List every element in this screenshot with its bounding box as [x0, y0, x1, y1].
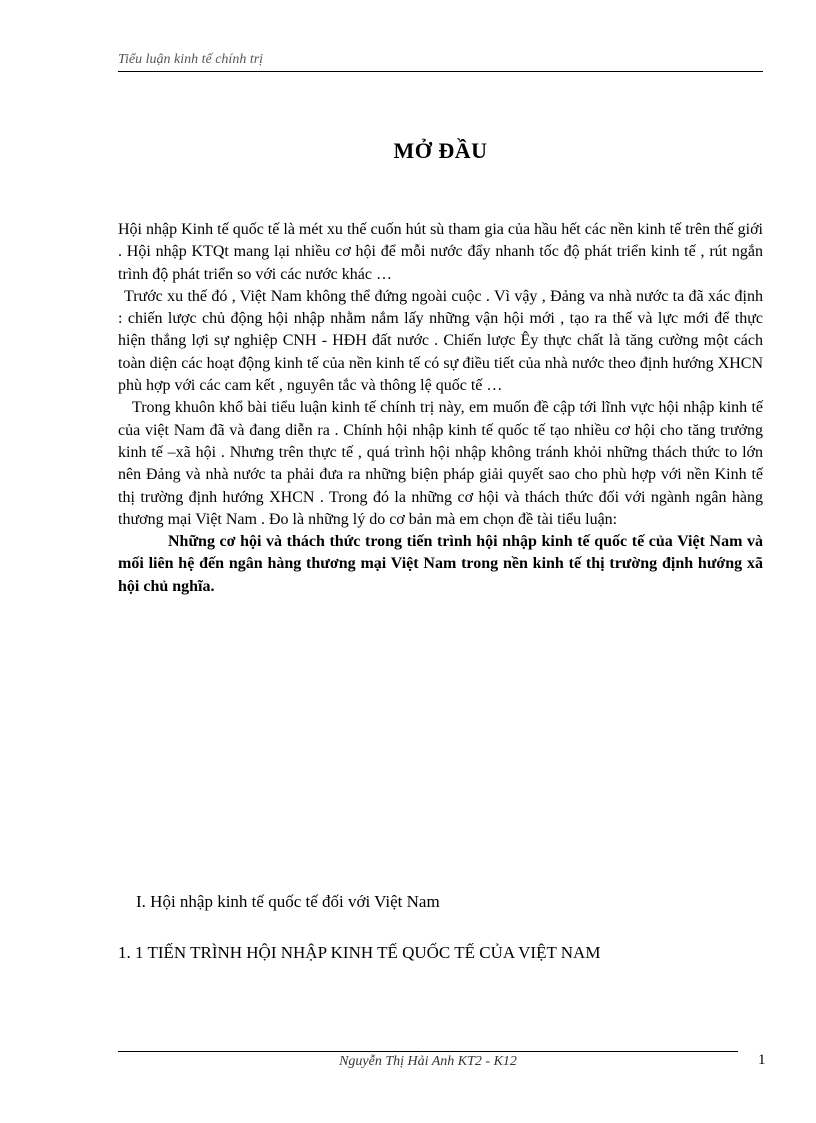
section-heading: I. Hội nhập kinh tế quốc tế đối với Việt Nam: [136, 892, 440, 911]
paragraph-context: Trước xu thế đó , Việt Nam không thể đứng ngoài cuộc . Vì vậy , Đảng va nhà nước ta đã xác định : chiến lược chủ động hội nhập nhằm nắm lấy những vận hội mới , tạo ra thế và lực mới để thực hiện thắng lợi sự nghiệp CNH - HĐH đất nước . Chiến lược Êy thực chất là tăng cường một cách toàn diện các hoạt động kinh tế của nền kinh tế có sự điều tiết của nhà nước theo định hướng XHCN phù hợp với các cam kết , nguyên tắc và thông lệ quốc tế …: [118, 287, 763, 395]
header-divider: [118, 71, 763, 72]
footer-author: Nguyễn Thị Hải Anh KT2 - K12: [339, 1054, 517, 1069]
subsection-heading: 1. 1 TIẾN TRÌNH HỘI NHẬP KINH TẾ QUỐC TẾ CỦA VIỆT NAM: [118, 943, 601, 962]
paragraph-intro: Hội nhập Kinh tế quốc tế là mét xu thế cuốn hút sù tham gia của hầu hết các nền kinh tế trên thế giới . Hội nhập KTQt mang lại nhiều cơ hội để mỗi nước đẩy nhanh tốc độ phát triển kinh tế , rút ngắn trình độ phát triển so với các nước khác …: [118, 221, 763, 283]
paragraph-topic: Những cơ hội và thách thức trong tiến trình hội nhập kinh tế quốc tế của Việt Nam và mối liên hệ đến ngân hàng thương mại Việt Nam trong nền kinh tế thị trường định hướng xã hội chủ nghĩa.: [118, 533, 763, 595]
running-header: Tiểu luận kinh tế chính trị: [118, 52, 264, 67]
document-body: [118, 219, 763, 598]
page-title: MỞ ĐẦU: [393, 138, 488, 163]
footer-divider: [118, 1051, 738, 1052]
page-number: 1: [758, 1052, 766, 1068]
paragraph-scope: Trong khuôn khổ bài tiểu luận kinh tế chính trị này, em muốn đề cập tới lĩnh vực hội nhập kinh tế của việt Nam đã và đang diễn ra . Chính hội nhập kinh tế quốc tế tạo nhiều cơ hội cho tăng trưởng kinh tế –xã hội . Nhưng trên thực tế , quá trình hội nhập không tránh khỏi những thách thức to lớn nên Đảng và nhà nước ta phải đưa ra những biện pháp giải quyết sao cho phù hợp với nền Kinh tế thị trường định hướng XHCN . Trong đó la những cơ hội và thách thức đối với ngành ngân hàng thương mại Việt Nam . Đo là những lý do cơ bản mà em chọn đề tài tiểu luận:: [118, 399, 763, 528]
